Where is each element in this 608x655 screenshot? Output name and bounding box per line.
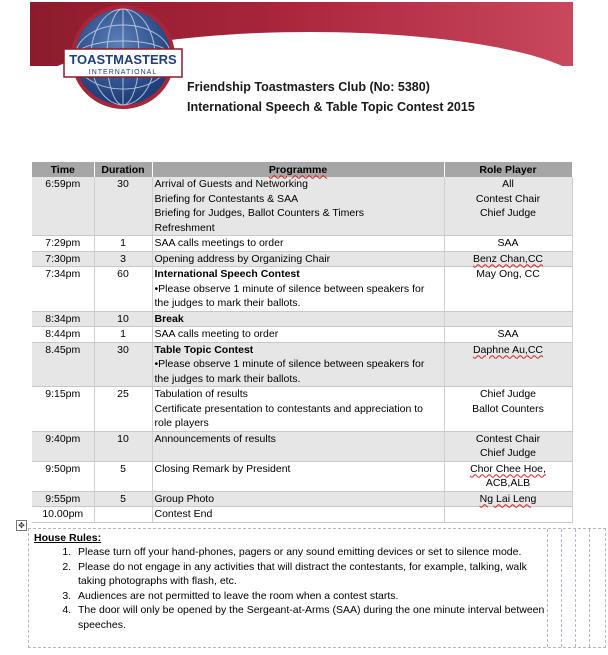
table-row bbox=[32, 267, 572, 312]
cell-duration: 1 bbox=[94, 236, 152, 252]
cell-role: Chief Judge Ballot Counters bbox=[444, 387, 572, 432]
cell-role: Daphne Au,CC bbox=[444, 342, 572, 387]
cell-duration: 25 bbox=[94, 387, 152, 432]
cell-duration: 30 bbox=[94, 177, 152, 236]
list-item: 3. Audiences are not permitted to leave the room when a contest starts. bbox=[74, 589, 554, 604]
table-row bbox=[32, 236, 572, 252]
cell-time: 8:44pm bbox=[32, 327, 94, 343]
cell-time: 9:15pm bbox=[32, 387, 94, 432]
cell-duration: 1 bbox=[94, 327, 152, 343]
cell-role: Chor Chee Hoe, ACB,ALB bbox=[444, 461, 572, 491]
cell-duration: 5 bbox=[94, 491, 152, 507]
cell-duration: 60 bbox=[94, 267, 152, 312]
table-row bbox=[32, 431, 572, 461]
cell-time: 7:34pm bbox=[32, 267, 94, 312]
cell-programme: Break bbox=[152, 311, 444, 327]
cell-programme: Tabulation of results Certificate presentation to contestants and appreciation to role players bbox=[152, 387, 444, 432]
table-row bbox=[32, 387, 572, 432]
cell-time: 7:29pm bbox=[32, 236, 94, 252]
table-header-row bbox=[32, 162, 572, 177]
cell-role: All Contest Chair Chief Judge bbox=[444, 177, 572, 236]
cell-duration: 3 bbox=[94, 251, 152, 267]
cell-duration: 30 bbox=[94, 342, 152, 387]
house-rules-title: House Rules: bbox=[34, 532, 102, 544]
table-row bbox=[32, 251, 572, 267]
cell-duration bbox=[94, 507, 152, 523]
cell-programme: Arrival of Guests and Networking Briefing for Contestants & SAA Briefing for Judges, Ballot Counters & Timers Refreshment bbox=[152, 177, 444, 236]
logo-sub: INTERNATIONAL bbox=[88, 69, 158, 76]
cell-time: 9:50pm bbox=[32, 461, 94, 491]
table-row bbox=[32, 507, 572, 523]
cell-role: SAA bbox=[444, 236, 572, 252]
table-row bbox=[32, 342, 572, 387]
cell-time: 7:30pm bbox=[32, 251, 94, 267]
col-programme: Programme bbox=[152, 162, 444, 177]
house-rules-list bbox=[29, 545, 554, 632]
cell-duration: 10 bbox=[94, 311, 152, 327]
table-row bbox=[32, 311, 572, 327]
cell-time: 8.45pm bbox=[32, 342, 94, 387]
table-row bbox=[32, 327, 572, 343]
cell-duration: 10 bbox=[94, 431, 152, 461]
cell-time: 9:55pm bbox=[32, 491, 94, 507]
col-duration: Duration bbox=[94, 162, 152, 177]
list-item: 4. The door will only be opened by the Sergeant-at-Arms (SAA) during the one minute interval between speeches. bbox=[74, 603, 554, 632]
cell-role: Ng Lai Leng bbox=[444, 491, 572, 507]
cell-role: May Ong, CC bbox=[444, 267, 572, 312]
cell-time: 9:40pm bbox=[32, 431, 94, 461]
list-item: 2. Please do not engage in any activities that will distract the contestants, for example, talking, walk taking photographs with flash, etc. bbox=[74, 560, 554, 589]
cell-programme: Announcements of results bbox=[152, 431, 444, 461]
col-role-player: Role Player bbox=[444, 162, 572, 177]
logo-name: TOASTMASTERS bbox=[69, 52, 177, 67]
cell-time: 8:34pm bbox=[32, 311, 94, 327]
table-row bbox=[32, 461, 572, 491]
cell-role: Benz Chan,CC bbox=[444, 251, 572, 267]
cell-role: SAA bbox=[444, 327, 572, 343]
house-rules-box bbox=[28, 528, 606, 648]
cell-programme: Opening address by Organizing Chair bbox=[152, 251, 444, 267]
move-cross-icon[interactable]: ✥ bbox=[16, 520, 27, 531]
cell-programme: International Speech Contest •Please observe 1 minute of silence between speakers for the judges to mark their ballots. bbox=[152, 267, 444, 312]
col-time: Time bbox=[32, 162, 94, 177]
table-row bbox=[32, 491, 572, 507]
cell-time: 10.00pm bbox=[32, 507, 94, 523]
cell-programme: Contest End bbox=[152, 507, 444, 523]
table-row bbox=[32, 177, 572, 236]
cell-duration: 5 bbox=[94, 461, 152, 491]
programme-table bbox=[32, 162, 573, 523]
cell-role bbox=[444, 311, 572, 327]
list-item: 1. Please turn off your hand-phones, pagers or any sound emitting devices or set to silence mode. bbox=[74, 545, 554, 560]
cell-programme: SAA calls meetings to order bbox=[152, 236, 444, 252]
contest-title: International Speech & Table Topic Contest 2015 bbox=[187, 100, 475, 114]
cell-programme: Closing Remark by President bbox=[152, 461, 444, 491]
cell-time: 6:59pm bbox=[32, 177, 94, 236]
cell-programme: Table Topic Contest •Please observe 1 minute of silence between speakers for the judges to mark their ballots. bbox=[152, 342, 444, 387]
cell-role: Contest Chair Chief Judge bbox=[444, 431, 572, 461]
cell-programme: SAA calls meeting to order bbox=[152, 327, 444, 343]
club-title: Friendship Toastmasters Club (No: 5380) bbox=[187, 80, 430, 94]
cell-programme: Group Photo bbox=[152, 491, 444, 507]
cell-role bbox=[444, 507, 572, 523]
toastmasters-logo bbox=[62, 3, 184, 111]
